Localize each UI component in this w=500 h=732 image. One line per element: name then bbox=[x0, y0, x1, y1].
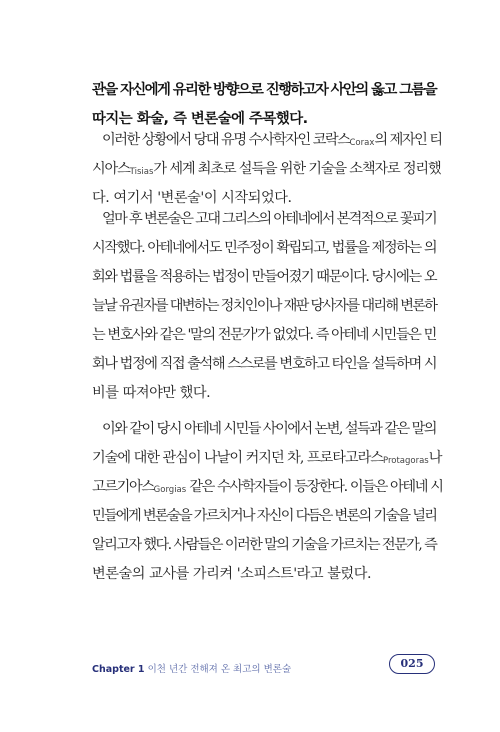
line-text: 나 bbox=[428, 450, 442, 466]
running-footer bbox=[92, 661, 291, 675]
paragraph-line bbox=[92, 477, 443, 500]
footer-chapter-title: 이천 년간 전해져 온 최고의 변론술 bbox=[144, 664, 292, 675]
line-text: 회와 법률을 적용하는 법정이 만들어졌기 때문이다. 당시에는 오 bbox=[92, 269, 437, 285]
line-text: 알리고자 했다. 사람들은 이러한 말의 기술을 가르치는 전문가, 즉 bbox=[92, 537, 437, 553]
paragraph-line bbox=[92, 159, 441, 182]
line-text: 변론술의 교사를 가리켜 '소피스트'라고 불렀다. bbox=[92, 566, 372, 582]
paragraph-line bbox=[92, 325, 436, 345]
line-text: 시아스 bbox=[92, 161, 130, 177]
line-text: 다. 여기서 '변론술'이 시작되었다. bbox=[92, 190, 292, 206]
line-text: 고르기아스 bbox=[92, 479, 154, 495]
paragraph-line bbox=[92, 419, 436, 439]
footer-chapter-label: Chapter 1 bbox=[92, 664, 145, 675]
line-text: 이러한 상황에서 당대 유명 수사학자인 코락스 bbox=[102, 132, 350, 148]
line-text: 관을 자신에게 유리한 방향으로 진행하고자 사안의 옳고 그름을 bbox=[92, 82, 437, 98]
line-text: 의 제자인 티 bbox=[374, 132, 442, 148]
latin-name-subscript: Corax bbox=[349, 138, 375, 148]
line-text: 가 세계 최초로 설득을 위한 기술을 소책자로 정리했 bbox=[153, 161, 441, 177]
latin-name-subscript: Tisias bbox=[129, 167, 154, 177]
line-text: 같은 수사학자들이 등장한다. 이들은 아테네 시 bbox=[186, 479, 443, 495]
paragraph-line bbox=[92, 267, 436, 287]
line-text: 시작했다. 아테네에서도 민주정이 확립되고, 법률을 제정하는 의 bbox=[92, 240, 437, 256]
paragraph-line bbox=[92, 238, 436, 258]
latin-name-subscript: Protagoras bbox=[382, 456, 429, 466]
line-text: 회나 법정에 직접 출석해 스스로를 변호하고 타인을 설득하며 시 bbox=[92, 356, 437, 372]
bold-text-line bbox=[92, 80, 436, 100]
page-number: 025 bbox=[389, 654, 435, 674]
paragraph-line bbox=[92, 354, 436, 374]
paragraph-line bbox=[92, 188, 292, 208]
latin-name-subscript: Gorgias bbox=[153, 485, 187, 495]
paragraph-line bbox=[92, 209, 436, 229]
line-text: 기술에 대한 관심이 나날이 커지던 차, 프로타고라스 bbox=[92, 450, 383, 466]
paragraph-line bbox=[92, 383, 210, 403]
line-text: 는 변호사와 같은 '말의 전문가'가 없었다. 즉 아테네 시민들은 민 bbox=[92, 327, 436, 343]
paragraph-line bbox=[92, 448, 441, 471]
line-text: 민들에게 변론술을 가르치거나 자신이 다듬은 변론의 기술을 널리 bbox=[92, 508, 437, 524]
bold-text-line bbox=[92, 109, 308, 129]
paragraph-line bbox=[92, 564, 371, 584]
line-text: 따지는 화술, 즉 변론술에 주목했다. bbox=[92, 111, 308, 127]
paragraph-line bbox=[92, 506, 436, 526]
line-text: 비를 따져야만 했다. bbox=[92, 385, 211, 401]
paragraph-line bbox=[92, 535, 436, 555]
line-text: 이와 같이 당시 아테네 시민들 사이에서 논변, 설득과 같은 말의 bbox=[102, 421, 436, 437]
line-text: 늘날 유권자를 대변하는 정치인이나 재판 당사자를 대리해 변론하 bbox=[92, 298, 437, 314]
paragraph-line bbox=[92, 296, 436, 316]
line-text: 얼마 후 변론술은 고대 그리스의 아테네에서 본격적으로 꽃피기 bbox=[102, 211, 437, 227]
paragraph-line bbox=[92, 130, 442, 153]
